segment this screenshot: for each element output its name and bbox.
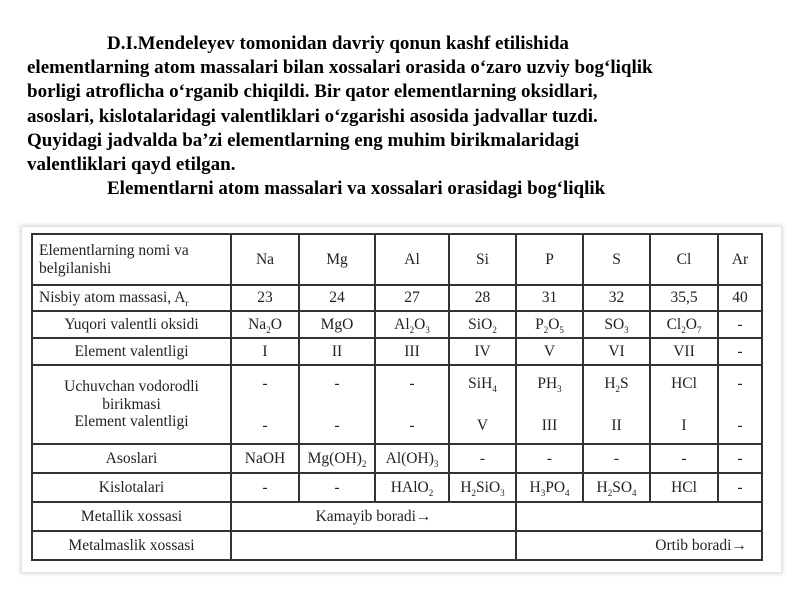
- acid-ar: -: [718, 473, 762, 502]
- row-label-hydride: [32, 365, 231, 444]
- valence-al: III: [375, 338, 449, 365]
- hydride-cell-p: [516, 365, 583, 444]
- hydride-cell-mg: [299, 365, 375, 444]
- row-label-acid: Kislotalari: [32, 473, 231, 502]
- row-label-valence: Element valentligi: [32, 338, 231, 365]
- valence-s: VI: [583, 338, 650, 365]
- oxide-ar: -: [718, 311, 762, 338]
- base-cl: -: [650, 444, 718, 473]
- metallic-trend: Kamayib boradi→: [231, 502, 516, 531]
- valence-p: V: [516, 338, 583, 365]
- row-label-metallic: Metallik xossasi: [32, 502, 231, 531]
- hydride-valence-mg: -: [334, 416, 340, 434]
- oxide-s: $SO_3$: [583, 311, 650, 338]
- mass-ar: 40: [718, 285, 762, 311]
- base-na: NaOH: [231, 444, 299, 473]
- hydride-si: SiH$_4$: [468, 374, 497, 394]
- element-s: S: [583, 234, 650, 285]
- hydride-valence-p: III: [541, 416, 558, 434]
- oxide-cl: $Cl_2O_7$: [650, 311, 718, 338]
- acid-al: HAlO$_2$: [375, 473, 449, 502]
- mass-p: 31: [516, 285, 583, 311]
- hydride-cell-s: [583, 365, 650, 444]
- element-p: P: [516, 234, 583, 285]
- hydride-valence-ar: -: [737, 416, 743, 434]
- valence-ar: -: [718, 338, 762, 365]
- table-image-frame: [22, 227, 781, 572]
- row-label-base: Asoslari: [32, 444, 231, 473]
- element-na: Na: [231, 234, 299, 285]
- hydride-label-line-1: Uchuvchan vodorodli: [64, 377, 199, 395]
- row-label-mass: Nisbiy atom massasi, $A_r$: [32, 285, 231, 311]
- element-ar: Ar: [718, 234, 762, 285]
- oxide-al: $Al_2O_3$: [375, 311, 449, 338]
- nonmetallic-trend: Ortib boradi→: [516, 531, 762, 560]
- acid-na: -: [231, 473, 299, 502]
- element-al: Al: [375, 234, 449, 285]
- base-al: $Al(OH)_3$: [375, 444, 449, 473]
- metallic-empty: [516, 502, 762, 531]
- hydride-valence-si: V: [476, 416, 489, 434]
- intro-line-4: asoslari, kislotalaridagi valentliklari o‘zgarishi asosida jadvallar tuzdi.: [27, 105, 598, 127]
- hydride-label-line-2: birikmasi: [102, 395, 161, 413]
- table-row-acid: [32, 473, 762, 502]
- element-properties-table: [31, 233, 763, 561]
- header-label-line-1: Elementlarning nomi va: [39, 241, 189, 259]
- intro-line-2: elementlarning atom massalari bilan xossalari orasida o‘zaro uzviy bog‘liqlik: [27, 57, 653, 79]
- base-ar: -: [718, 444, 762, 473]
- mass-al: 27: [375, 285, 449, 311]
- hydride-label-line-3: Element valentligi: [74, 413, 189, 431]
- hydride-cell-na: [231, 365, 299, 444]
- table-row-header: [32, 234, 762, 285]
- intro-line-1: D.I.Mendeleyev tomonidan davriy qonun kashf etilishida: [107, 33, 569, 54]
- table-row-mass: [32, 285, 762, 311]
- hydride-ar: -: [737, 374, 743, 392]
- oxide-na: $Na_2O$: [231, 311, 299, 338]
- acid-si: $H_2SiO_3$: [449, 473, 516, 502]
- row-label-nonmetallic: Metalmaslik xossasi: [32, 531, 231, 560]
- base-s: -: [583, 444, 650, 473]
- hydride-cell-si: [449, 365, 516, 444]
- hydride-cell-al: [375, 365, 449, 444]
- hydride-valence-cl: I: [681, 416, 687, 434]
- acid-s: $H_2SO_4$: [583, 473, 650, 502]
- mass-cl: 35,5: [650, 285, 718, 311]
- hydride-valence-al: -: [409, 416, 415, 434]
- acid-p: $H_3PO_4$: [516, 473, 583, 502]
- nonmetallic-empty: [231, 531, 516, 560]
- base-p: -: [516, 444, 583, 473]
- intro-line-3: borligi atroflicha o‘rganib chiqildi. Bir qator elementlarning oksidlari,: [27, 81, 598, 103]
- table-row-valence: [32, 338, 762, 365]
- acid-cl: HCl: [650, 473, 718, 502]
- oxide-mg: MgO: [299, 311, 375, 338]
- element-mg: Mg: [299, 234, 375, 285]
- hydride-cell-cl: [650, 365, 718, 444]
- oxide-si: SiO$_2$: [449, 311, 516, 338]
- base-mg: $Mg(OH)_2$: [299, 444, 375, 473]
- mass-si: 28: [449, 285, 516, 311]
- mass-na: 23: [231, 285, 299, 311]
- table-row-base: [32, 444, 762, 473]
- header-label-line-2: belgilanishi: [39, 259, 112, 277]
- intro-text: [27, 32, 787, 201]
- element-si: Si: [449, 234, 516, 285]
- intro-line-6: valentliklari qayd etilgan.: [27, 154, 236, 176]
- table-row-hydride: [32, 365, 762, 444]
- hydride-p: $PH_3$: [537, 374, 562, 394]
- element-cl: Cl: [650, 234, 718, 285]
- valence-mg: II: [299, 338, 375, 365]
- mass-mg: 24: [299, 285, 375, 311]
- table-caption: Elementlarni atom massalari va xossalari orasidagi bog‘liqlik: [107, 178, 606, 200]
- row-label-oxide: Yuqori valentli oksidi: [32, 311, 231, 338]
- table-row-metallic: [32, 502, 762, 531]
- mass-s: 32: [583, 285, 650, 311]
- hydride-valence-s: II: [611, 416, 622, 434]
- table-row-nonmetallic: [32, 531, 762, 560]
- table-row-oxide: [32, 311, 762, 338]
- acid-mg: -: [299, 473, 375, 502]
- hydride-na: -: [262, 374, 268, 392]
- base-si: -: [449, 444, 516, 473]
- hydride-cell-ar: [718, 365, 762, 444]
- hydride-mg: -: [334, 374, 340, 392]
- hydride-cl: HCl: [671, 374, 697, 392]
- header-label-cell: [32, 234, 231, 285]
- hydride-s: $H_2S$: [604, 374, 629, 394]
- intro-line-5: Quyidagi jadvalda ba’zi elementlarning eng muhim birikmalaridagi: [27, 129, 580, 151]
- valence-cl: VII: [650, 338, 718, 365]
- hydride-valence-na: -: [262, 416, 268, 434]
- hydride-al: -: [409, 374, 415, 392]
- valence-si: IV: [449, 338, 516, 365]
- valence-na: I: [231, 338, 299, 365]
- oxide-p: $P_2O_5$: [516, 311, 583, 338]
